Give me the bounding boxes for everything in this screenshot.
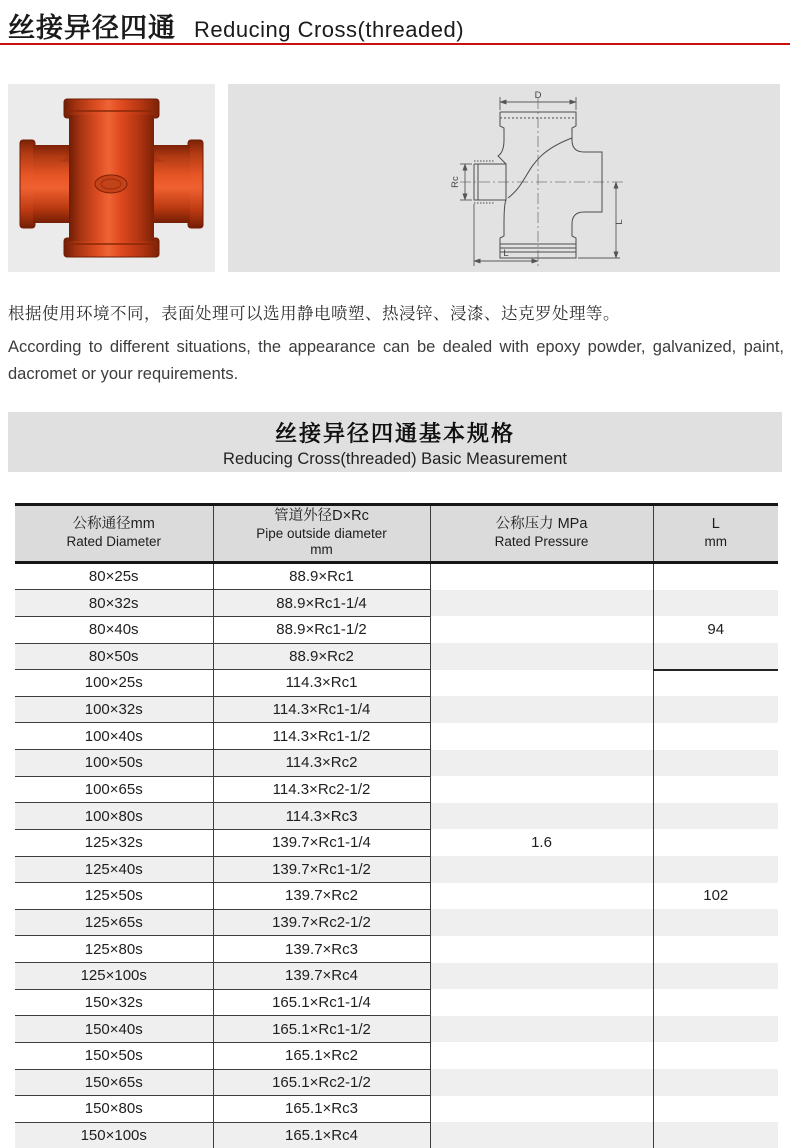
outside-diameter-cell: 114.3×Rc2-1/2 bbox=[213, 776, 430, 803]
rated-diameter-cell: 80×50s bbox=[15, 643, 213, 670]
l-value-cell bbox=[653, 829, 778, 856]
rated-diameter-cell: 150×40s bbox=[15, 1016, 213, 1043]
description-zh: 根据使用环境不同，表面处理可以选用静电喷塑、热浸锌、浸漆、达克罗处理等。 bbox=[8, 305, 620, 323]
outside-diameter-cell: 139.7×Rc2-1/2 bbox=[213, 909, 430, 936]
outside-diameter-cell: 139.7×Rc1-1/4 bbox=[213, 829, 430, 856]
spec-section-band bbox=[8, 412, 782, 472]
outside-diameter-cell: 165.1×Rc1-1/4 bbox=[213, 989, 430, 1016]
table-header-row bbox=[15, 505, 778, 563]
cross-fitting-photo-art bbox=[8, 84, 215, 272]
table-row bbox=[15, 1042, 778, 1069]
table-row bbox=[15, 856, 778, 883]
col-header-text: 公称压力 MPa bbox=[495, 516, 588, 533]
table-row bbox=[15, 1096, 778, 1123]
outside-diameter-cell: 139.7×Rc2 bbox=[213, 883, 430, 910]
rated-pressure-cell bbox=[430, 803, 653, 830]
rated-diameter-cell: 125×40s bbox=[15, 856, 213, 883]
spec-title-zh: 丝接异径四通基本规格 bbox=[274, 421, 515, 446]
rated-pressure-cell bbox=[430, 643, 653, 670]
l-value-cell bbox=[653, 936, 778, 963]
rated-diameter-cell: 100×80s bbox=[15, 803, 213, 830]
rated-diameter-cell: 100×50s bbox=[15, 750, 213, 777]
l-value-cell bbox=[653, 776, 778, 803]
rated-diameter-cell: 100×32s bbox=[15, 696, 213, 723]
l-value-cell bbox=[653, 1016, 778, 1043]
l-value-cell bbox=[653, 562, 778, 590]
col-header-text: Pipe outside diameter bbox=[256, 525, 387, 541]
col-header-text: Rated Pressure bbox=[494, 533, 589, 549]
spec-title-en: Reducing Cross(threaded) Basic Measurement bbox=[223, 450, 567, 468]
l-value-cell bbox=[653, 963, 778, 990]
rated-diameter-cell: 125×32s bbox=[15, 829, 213, 856]
outside-diameter-cell: 88.9×Rc1-1/4 bbox=[213, 590, 430, 617]
rated-pressure-cell bbox=[430, 696, 653, 723]
rated-pressure-cell bbox=[430, 562, 653, 590]
outside-diameter-cell: 139.7×Rc1-1/2 bbox=[213, 856, 430, 883]
col-header-text: mm bbox=[310, 542, 333, 558]
rated-diameter-cell: 80×25s bbox=[15, 562, 213, 590]
l-value-cell bbox=[653, 989, 778, 1016]
outside-diameter-cell: 88.9×Rc1 bbox=[213, 562, 430, 590]
table-row bbox=[15, 829, 778, 856]
rated-diameter-cell: 100×65s bbox=[15, 776, 213, 803]
outside-diameter-cell: 88.9×Rc1-1/2 bbox=[213, 616, 430, 643]
l-value-cell bbox=[653, 723, 778, 750]
spec-table bbox=[15, 503, 778, 1148]
l-value-cell bbox=[653, 1069, 778, 1096]
table-row bbox=[15, 670, 778, 697]
cross-fitting-drawing bbox=[228, 84, 780, 272]
outside-diameter-cell: 114.3×Rc1 bbox=[213, 670, 430, 697]
outside-diameter-cell: 88.9×Rc2 bbox=[213, 643, 430, 670]
rated-pressure-cell bbox=[430, 1016, 653, 1043]
product-photo bbox=[8, 84, 215, 272]
outside-diameter-cell: 165.1×Rc2-1/2 bbox=[213, 1069, 430, 1096]
rated-diameter-cell: 150×100s bbox=[15, 1122, 213, 1148]
rated-diameter-cell: 125×65s bbox=[15, 909, 213, 936]
l-value-cell bbox=[653, 1096, 778, 1123]
table-row bbox=[15, 883, 778, 910]
outside-diameter-cell: 114.3×Rc2 bbox=[213, 750, 430, 777]
dim-label-rc: Rc bbox=[450, 176, 461, 188]
table-row bbox=[15, 562, 778, 590]
table-row bbox=[15, 1069, 778, 1096]
l-value-cell bbox=[653, 670, 778, 697]
masthead bbox=[8, 6, 464, 45]
outside-diameter-cell: 114.3×Rc1-1/4 bbox=[213, 696, 430, 723]
l-value-cell bbox=[653, 803, 778, 830]
table-row bbox=[15, 776, 778, 803]
table-row bbox=[15, 963, 778, 990]
table-row bbox=[15, 909, 778, 936]
rated-diameter-cell: 150×80s bbox=[15, 1096, 213, 1123]
rated-diameter-cell: 100×40s bbox=[15, 723, 213, 750]
page-title-en: Reducing Cross(threaded) bbox=[194, 17, 465, 42]
col-header-rated-pressure bbox=[430, 505, 653, 563]
outside-diameter-cell: 165.1×Rc2 bbox=[213, 1042, 430, 1069]
rated-pressure-cell bbox=[430, 883, 653, 910]
table-row bbox=[15, 590, 778, 617]
dim-label-l-right: L bbox=[614, 219, 625, 225]
l-value-cell bbox=[653, 590, 778, 617]
l-value-cell: 102 bbox=[703, 887, 729, 905]
outside-diameter-cell: 114.3×Rc3 bbox=[213, 803, 430, 830]
rated-diameter-cell: 125×80s bbox=[15, 936, 213, 963]
outside-diameter-cell: 165.1×Rc1-1/2 bbox=[213, 1016, 430, 1043]
col-header-outside-diameter bbox=[213, 505, 430, 563]
col-header-text: 管道外径D×Rc bbox=[274, 508, 369, 524]
table-row bbox=[15, 1122, 778, 1148]
l-value-cell bbox=[653, 1042, 778, 1069]
outside-diameter-cell: 165.1×Rc4 bbox=[213, 1122, 430, 1148]
outside-diameter-cell: 139.7×Rc4 bbox=[213, 963, 430, 990]
rated-diameter-cell: 150×50s bbox=[15, 1042, 213, 1069]
dim-label-d: D bbox=[534, 90, 542, 101]
outside-diameter-cell: 165.1×Rc3 bbox=[213, 1096, 430, 1123]
rated-diameter-cell: 150×32s bbox=[15, 989, 213, 1016]
l-value-cell bbox=[653, 750, 778, 777]
rated-pressure-cell bbox=[430, 1096, 653, 1123]
rated-pressure-cell bbox=[430, 963, 653, 990]
rated-diameter-cell: 100×25s bbox=[15, 670, 213, 697]
rated-pressure-cell bbox=[430, 856, 653, 883]
table-row bbox=[15, 936, 778, 963]
table-row bbox=[15, 616, 778, 643]
rated-pressure-cell bbox=[430, 776, 653, 803]
l-value-cell bbox=[653, 909, 778, 936]
rated-pressure-cell bbox=[430, 936, 653, 963]
rated-pressure-cell bbox=[430, 670, 653, 697]
rated-diameter-cell: 80×32s bbox=[15, 590, 213, 617]
table-row bbox=[15, 989, 778, 1016]
l-value-cell bbox=[653, 696, 778, 723]
rated-pressure-cell bbox=[430, 750, 653, 777]
table-row bbox=[15, 643, 778, 670]
dim-label-l-bottom: L bbox=[503, 248, 509, 259]
col-header-text: Rated Diameter bbox=[66, 533, 162, 549]
rated-pressure-cell bbox=[430, 616, 653, 643]
table-row bbox=[15, 696, 778, 723]
rated-pressure-cell bbox=[430, 1069, 653, 1096]
l-value-cell bbox=[653, 643, 778, 670]
table-row bbox=[15, 723, 778, 750]
spec-table-body bbox=[15, 562, 778, 1148]
outside-diameter-cell: 139.7×Rc3 bbox=[213, 936, 430, 963]
description-en: According to different situations, the appearance can be dealed with epoxy powder, galvanized, paint, dacromet or your requirements. bbox=[8, 338, 784, 383]
col-header-text: L bbox=[711, 516, 720, 533]
table-row bbox=[15, 803, 778, 830]
l-value-cell bbox=[653, 856, 778, 883]
rated-diameter-cell: 125×50s bbox=[15, 883, 213, 910]
dimension-diagram bbox=[228, 84, 780, 272]
col-header-text: mm bbox=[704, 533, 727, 549]
rated-pressure-cell bbox=[430, 909, 653, 936]
rated-pressure-cell bbox=[430, 1122, 653, 1148]
col-header-l bbox=[653, 505, 778, 563]
page-title-zh: 丝接异径四通 bbox=[8, 13, 176, 43]
rated-pressure-cell bbox=[430, 989, 653, 1016]
l-value-cell: 94 bbox=[707, 621, 725, 639]
rated-pressure-cell bbox=[430, 723, 653, 750]
rated-pressure-cell: 1.6 bbox=[430, 829, 653, 856]
table-row bbox=[15, 750, 778, 777]
rated-diameter-cell: 150×65s bbox=[15, 1069, 213, 1096]
outside-diameter-cell: 114.3×Rc1-1/2 bbox=[213, 723, 430, 750]
rated-diameter-cell: 125×100s bbox=[15, 963, 213, 990]
table-row bbox=[15, 1016, 778, 1043]
col-header-text: 公称通径mm bbox=[72, 516, 155, 533]
l-value-cell bbox=[653, 1122, 778, 1148]
accent-divider bbox=[0, 43, 790, 45]
rated-pressure-cell bbox=[430, 1042, 653, 1069]
rated-diameter-cell: 80×40s bbox=[15, 616, 213, 643]
col-header-rated-diameter bbox=[15, 505, 213, 563]
rated-pressure-cell bbox=[430, 590, 653, 617]
